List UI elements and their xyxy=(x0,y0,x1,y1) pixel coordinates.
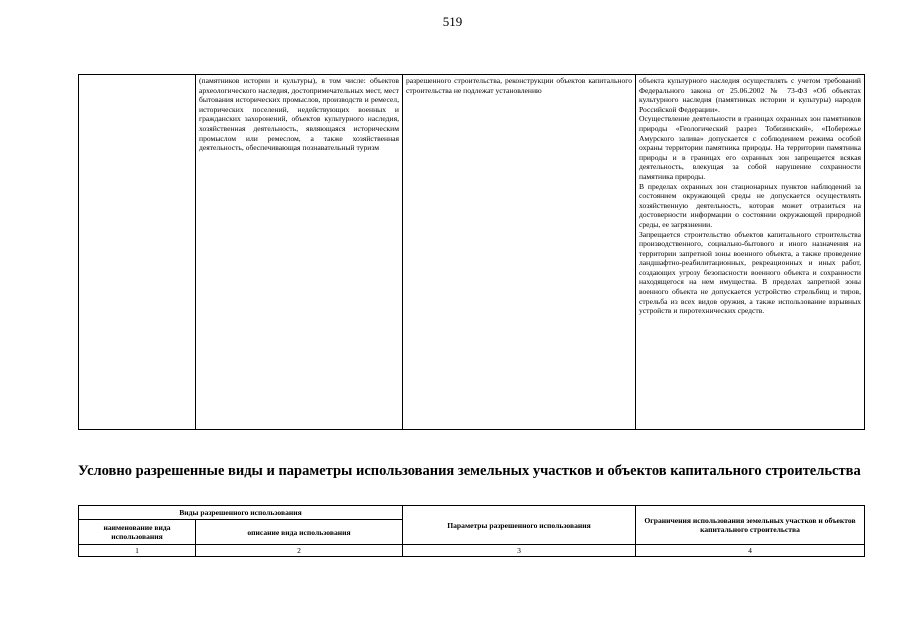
restrictions-header-cell: Ограничения использования земельных участков и объектов капитального строительства xyxy=(636,506,865,545)
use-type-description-cell: (памятников истории и культуры), в том числе: объектов археологического наследия, достопримечательных мест, мест бытования исторических промыслов, производств и ремесел, исторических поселений, недействующих военных и гражданских захоронений, объектов культурного наследия, хозяйственная деятельность, являющаяся историческим промыслом или ремеслом, а также хозяйственная деятельность, обеспечивающая познавательный туризм xyxy=(196,75,403,430)
page-number: 519 xyxy=(442,14,463,29)
use-restrictions-cell xyxy=(636,75,865,430)
conditional-use-table xyxy=(78,505,865,557)
use-parameters-cell: разрешенного строительства, реконструкции объектов капитального строительства не подлежат установлению xyxy=(403,75,636,430)
restriction-paragraph: объекта культурного наследия осуществлять с учетом требований Федерального закона от 25.06.2002 № 73-ФЗ «Об объектах культурного наследия (памятниках истории и культуры) народов Российской Федерации». xyxy=(639,76,861,114)
column-number-cell: 4 xyxy=(636,545,865,557)
parameters-header-cell: Параметры разрешенного использования xyxy=(403,506,636,545)
table-header-row xyxy=(79,506,865,520)
restrictions-table-continuation xyxy=(78,74,865,430)
table-row xyxy=(79,545,865,557)
restriction-paragraph: Запрещается строительство объектов капитального строительства производственного, социально-бытового и иного назначения на территории запретной зоны военного объекта, а также проведение ландшафтно-реабилитационных, рекреационных и иных работ, создающих угрозу безопасности военного объекта и сохранности находящегося на нем имущества. В пределах запретной зоны военного объекта не допускается устройство стрельбищ и тиров, стрельба из всех видов оружия, а также использование взрывных устройств и пиротехнических средств. xyxy=(639,229,861,316)
use-name-header-cell: наименование вида использования xyxy=(79,520,196,545)
restriction-paragraph: Осуществление деятельности в границах охранных зон памятников природы «Геологический разрез Тобизинский», «Побережье Амурского залива» допускается с соблюдением режима особой охраны территории памятника природы. На территории памятника природы и в границах его охранных зон запрещается всякая деятельность, влекущая за собой нарушение сохранности памятника природы. xyxy=(639,114,861,181)
column-number-cell: 3 xyxy=(403,545,636,557)
section-heading: Условно разрешенные виды и параметры использования земельных участков и объектов капитального строительства xyxy=(78,463,861,479)
restriction-paragraph: В пределах охранных зон стационарных пунктов наблюдений за состоянием окружающей среды не допускается осуществлять хозяйственную деятельность, которая может отразиться на достоверности информации о состоянии окружающей природной среды, ее загрязнении. xyxy=(639,181,861,229)
use-type-name-cell xyxy=(79,75,196,430)
group-header-cell: Виды разрешенного использования xyxy=(79,506,403,520)
table-row xyxy=(79,75,865,430)
column-number-cell: 2 xyxy=(196,545,403,557)
use-description-header-cell: описание вида использования xyxy=(196,520,403,545)
column-number-cell: 1 xyxy=(79,545,196,557)
